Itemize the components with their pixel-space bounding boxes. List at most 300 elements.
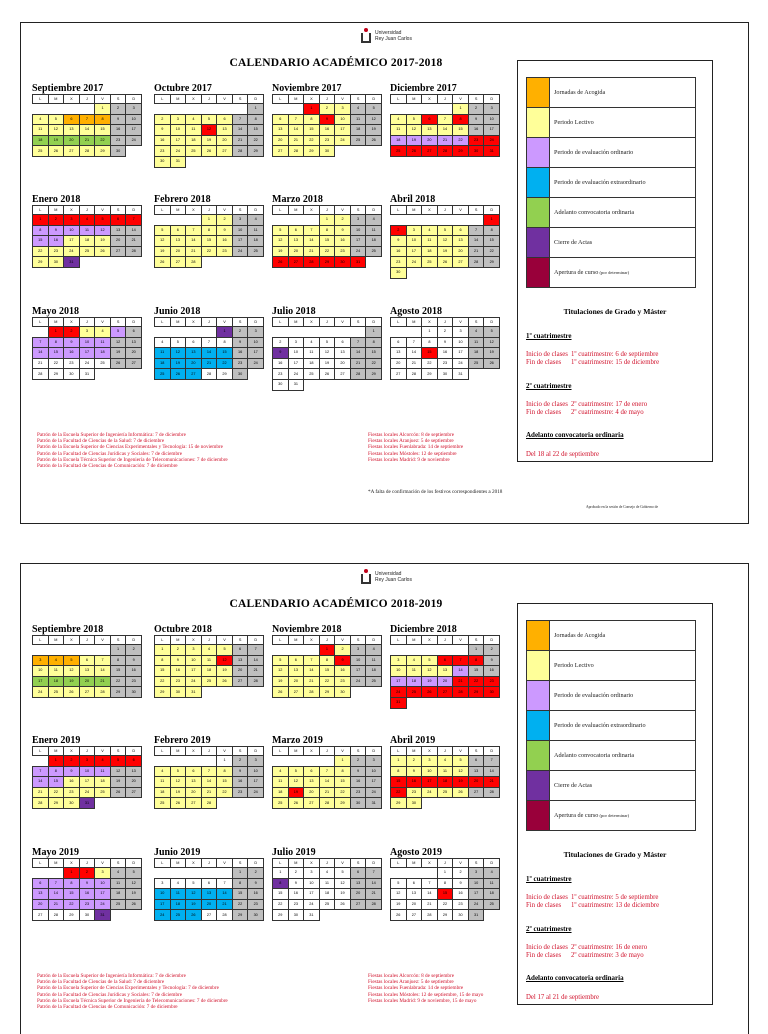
calendar-day: 9 <box>79 878 95 889</box>
weekday-header: S <box>232 95 248 104</box>
month-name: Mayo 2019 <box>32 847 79 858</box>
calendar-day: 14 <box>186 236 202 247</box>
legend-label: Jornadas de Acogida <box>550 621 696 651</box>
calendar-day: 9 <box>232 766 248 777</box>
calendar-day: 20 <box>232 666 248 677</box>
calendar-day: 6 <box>110 215 126 226</box>
empty-day <box>288 215 304 226</box>
calendar-day: 19 <box>110 348 126 359</box>
calendar-day: 7 <box>95 655 111 666</box>
calendar-day: 27 <box>64 146 80 157</box>
empty-day <box>48 104 64 115</box>
calendar-day: 27 <box>217 146 233 157</box>
calendar-day: 11 <box>391 125 407 136</box>
empty-day <box>304 215 320 226</box>
empty-day <box>110 257 126 268</box>
weekday-header: J <box>437 318 453 327</box>
empty-day <box>335 327 351 338</box>
empty-day <box>437 267 453 278</box>
calendar-day: 8 <box>422 337 438 348</box>
calendar-day: 19 <box>484 348 500 359</box>
weekday-header: V <box>453 95 469 104</box>
calendar-day: 23 <box>64 358 80 369</box>
sem2-dates <box>526 401 647 417</box>
calendar-day: 7 <box>232 114 248 125</box>
calendar-day: 30 <box>110 146 126 157</box>
empty-day <box>484 697 500 708</box>
weekday-header: D <box>484 636 500 645</box>
calendar-day: 25 <box>95 358 111 369</box>
calendar-day: 21 <box>201 358 217 369</box>
calendar-day: 2 <box>110 104 126 115</box>
calendar-day: 18 <box>95 348 111 359</box>
calendar-day: 2 <box>453 868 469 879</box>
calendar-day: 11 <box>366 655 382 666</box>
weekday-header: S <box>110 636 126 645</box>
legend-label: Apertura de curso (por determinar) <box>550 801 696 831</box>
calendar-day: 13 <box>437 666 453 677</box>
calendar-day: 18 <box>366 236 382 247</box>
calendar-day: 19 <box>406 135 422 146</box>
calendar-day: 8 <box>335 766 351 777</box>
month-calendar <box>154 735 264 809</box>
calendar-day: 5 <box>110 756 126 767</box>
calendar-day: 4 <box>95 756 111 767</box>
empty-day <box>155 104 171 115</box>
calendar-day: 22 <box>48 787 64 798</box>
calendar-day: 11 <box>366 225 382 236</box>
weekday-header: X <box>64 747 80 756</box>
calendar-day: 7 <box>468 225 484 236</box>
month-calendar <box>154 624 264 698</box>
calendar-day: 13 <box>64 125 80 136</box>
calendar-day: 30 <box>406 798 422 809</box>
calendar-day: 15 <box>319 666 335 677</box>
month-calendar <box>390 624 500 709</box>
calendar-day: 18 <box>79 236 95 247</box>
calendar-day: 13 <box>79 666 95 677</box>
calendar-day: 20 <box>186 787 202 798</box>
empty-day <box>468 215 484 226</box>
month-grid <box>154 858 264 921</box>
calendar-day: 22 <box>110 676 126 687</box>
weekday-header: X <box>186 318 202 327</box>
weekday-header: J <box>201 859 217 868</box>
calendar-day: 16 <box>453 889 469 900</box>
calendar-day: 26 <box>186 910 202 921</box>
weekday-header: S <box>468 206 484 215</box>
month-calendar <box>32 306 142 380</box>
empty-day <box>288 327 304 338</box>
weekday-header: V <box>217 747 233 756</box>
calendar-day: 4 <box>170 878 186 889</box>
empty-day <box>350 910 366 921</box>
legend-swatch <box>527 651 550 681</box>
weekday-header: D <box>366 206 382 215</box>
calendar-day: 28 <box>217 910 233 921</box>
calendar-day: 5 <box>366 104 382 115</box>
calendar-day: 20 <box>79 676 95 687</box>
calendar-day: 8 <box>217 337 233 348</box>
calendar-day: 22 <box>335 787 351 798</box>
legend-label-note: (por determinar) <box>598 270 630 275</box>
month-grid <box>390 94 500 157</box>
month-name: Abril 2018 <box>390 194 436 205</box>
weekday-header: D <box>248 747 264 756</box>
empty-day <box>126 257 142 268</box>
calendar-day: 21 <box>95 676 111 687</box>
weekday-header: D <box>366 95 382 104</box>
calendar-day: 4 <box>391 114 407 125</box>
calendar-day: 18 <box>319 889 335 900</box>
calendar-day: 26 <box>170 369 186 380</box>
calendar-day: 20 <box>304 787 320 798</box>
sem2-start-text: 2º cuatrimestre: 16 de enero <box>571 944 648 951</box>
calendar-day: 4 <box>484 868 500 879</box>
weekday-header: L <box>155 206 171 215</box>
month-name: Noviembre 2018 <box>272 624 342 635</box>
calendar-day: 16 <box>110 125 126 136</box>
calendar-day: 13 <box>186 777 202 788</box>
weekday-header: S <box>232 747 248 756</box>
weekday-header: X <box>422 206 438 215</box>
calendar-day: 19 <box>366 125 382 136</box>
calendar-day: 14 <box>422 889 438 900</box>
calendar-day: 12 <box>217 655 233 666</box>
calendar-sheet-2018-2019 <box>20 563 749 1034</box>
calendar-day: 20 <box>350 889 366 900</box>
calendar-day: 22 <box>155 676 171 687</box>
empty-day <box>273 756 289 767</box>
calendar-day: 24 <box>350 246 366 257</box>
calendar-day: 21 <box>422 899 438 910</box>
calendar-day: 3 <box>406 225 422 236</box>
calendar-day: 9 <box>335 225 351 236</box>
weekday-header: L <box>33 318 49 327</box>
calendar-day: 23 <box>155 146 171 157</box>
calendar-day: 9 <box>232 337 248 348</box>
weekday-header: J <box>437 859 453 868</box>
calendar-day: 25 <box>406 687 422 698</box>
calendar-day: 18 <box>248 236 264 247</box>
calendar-day: 5 <box>273 655 289 666</box>
legend-label: Periodo de evaluación ordinario <box>550 681 696 711</box>
month-calendar <box>272 624 382 698</box>
calendar-day: 9 <box>319 114 335 125</box>
calendar-day: 14 <box>288 125 304 136</box>
calendar-day: 12 <box>437 236 453 247</box>
calendar-day: 18 <box>391 135 407 146</box>
calendar-day: 16 <box>48 236 64 247</box>
empty-day <box>273 215 289 226</box>
calendar-day: 30 <box>170 687 186 698</box>
calendar-day: 1 <box>64 868 80 879</box>
calendar-day: 5 <box>48 114 64 125</box>
legend-label: Jornadas de Acogida <box>550 78 696 108</box>
empty-day <box>350 687 366 698</box>
calendar-day: 26 <box>273 687 289 698</box>
empty-day <box>155 756 171 767</box>
calendar-day: 24 <box>248 787 264 798</box>
calendar-day: 28 <box>48 910 64 921</box>
weekday-header: V <box>335 747 351 756</box>
calendar-day: 26 <box>126 899 142 910</box>
empty-day <box>95 369 111 380</box>
legend-row <box>527 651 696 681</box>
calendar-day: 30 <box>273 379 289 390</box>
calendar-day: 7 <box>217 878 233 889</box>
calendar-day: 11 <box>468 337 484 348</box>
weekday-header: J <box>79 636 95 645</box>
calendar-day: 21 <box>33 787 49 798</box>
empty-day <box>437 697 453 708</box>
calendar-day: 31 <box>391 697 407 708</box>
legend-label: Periodo de evaluación extraordinario <box>550 711 696 741</box>
empty-day <box>288 104 304 115</box>
calendar-day: 23 <box>126 676 142 687</box>
calendar-day: 22 <box>304 135 320 146</box>
calendar-day: 25 <box>170 910 186 921</box>
empty-day <box>186 868 202 879</box>
weekday-header: V <box>335 206 351 215</box>
legend-row <box>527 138 696 168</box>
sem2-end-text: 2º cuatrimestre: 4 de mayo <box>571 409 644 416</box>
calendar-day: 2 <box>335 215 351 226</box>
calendar-day: 27 <box>186 798 202 809</box>
approval-note: Aprobado en la sesión de Consejo de Gobierno de <box>586 505 659 509</box>
empty-day <box>391 645 407 656</box>
empty-day <box>319 379 335 390</box>
calendar-day: 29 <box>422 369 438 380</box>
calendar-day: 28 <box>406 369 422 380</box>
month-name: Agosto 2019 <box>390 847 442 858</box>
weekday-header: J <box>319 95 335 104</box>
calendar-day: 15 <box>248 125 264 136</box>
calendar-day: 14 <box>232 125 248 136</box>
weekday-header: J <box>79 318 95 327</box>
calendar-day: 9 <box>110 114 126 125</box>
month-grid <box>32 317 142 380</box>
calendar-day: 14 <box>350 348 366 359</box>
calendar-day: 29 <box>366 369 382 380</box>
weekday-header: S <box>110 318 126 327</box>
calendar-day: 10 <box>335 114 351 125</box>
legend-label: Periodo Lectivo <box>550 651 696 681</box>
calendar-day: 1 <box>110 645 126 656</box>
calendar-day: 10 <box>422 766 438 777</box>
calendar-day: 20 <box>110 236 126 247</box>
calendar-day: 14 <box>248 655 264 666</box>
calendar-day: 29 <box>110 687 126 698</box>
calendar-day: 16 <box>288 889 304 900</box>
empty-day <box>126 146 142 157</box>
empty-day <box>406 868 422 879</box>
calendar-day: 15 <box>48 348 64 359</box>
calendar-day: 31 <box>64 257 80 268</box>
legend-row <box>527 198 696 228</box>
empty-day <box>335 910 351 921</box>
month-grid <box>154 205 264 268</box>
calendar-day: 30 <box>64 798 80 809</box>
logo-line-1: Universidad <box>375 29 402 36</box>
calendar-day: 18 <box>468 348 484 359</box>
empty-day <box>366 379 382 390</box>
calendar-day: 6 <box>170 225 186 236</box>
calendar-day: 25 <box>319 899 335 910</box>
calendar-day: 14 <box>319 777 335 788</box>
calendar-day: 26 <box>319 369 335 380</box>
calendar-day: 24 <box>288 369 304 380</box>
calendar-day: 10 <box>155 889 171 900</box>
calendar-day: 19 <box>186 899 202 910</box>
calendar-day: 19 <box>170 787 186 798</box>
calendar-day: 1 <box>468 645 484 656</box>
calendar-day: 19 <box>201 135 217 146</box>
empty-day <box>437 104 453 115</box>
calendar-day: 24 <box>406 257 422 268</box>
calendar-day: 23 <box>335 246 351 257</box>
calendar-day: 23 <box>468 135 484 146</box>
calendar-day: 10 <box>79 766 95 777</box>
calendar-day: 8 <box>468 655 484 666</box>
weekday-header: L <box>273 747 289 756</box>
calendar-day: 24 <box>64 246 80 257</box>
calendar-day: 31 <box>79 369 95 380</box>
month-name: Enero 2018 <box>32 194 81 205</box>
calendar-day: 15 <box>366 348 382 359</box>
empty-day <box>335 146 351 157</box>
weekday-header: V <box>453 636 469 645</box>
sem1-end-label: Fin de clases <box>526 359 562 366</box>
weekday-header: X <box>422 318 438 327</box>
calendar-day: 3 <box>33 655 49 666</box>
legend-row <box>527 711 696 741</box>
calendar-day: 13 <box>422 125 438 136</box>
calendar-day: 9 <box>64 766 80 777</box>
empty-day <box>468 369 484 380</box>
weekday-header: V <box>217 206 233 215</box>
calendar-day: 8 <box>155 655 171 666</box>
calendar-day: 11 <box>186 125 202 136</box>
calendar-day: 6 <box>437 655 453 666</box>
calendar-day: 28 <box>248 676 264 687</box>
weekday-header: L <box>391 636 407 645</box>
calendar-day: 21 <box>484 777 500 788</box>
empty-day <box>217 104 233 115</box>
calendar-day: 28 <box>95 687 111 698</box>
calendar-day: 14 <box>406 348 422 359</box>
calendar-day: 11 <box>273 777 289 788</box>
empty-day <box>437 215 453 226</box>
calendar-day: 16 <box>484 666 500 677</box>
weekday-header: J <box>201 747 217 756</box>
weekday-header: V <box>453 318 469 327</box>
calendar-day: 7 <box>304 225 320 236</box>
calendar-day: 3 <box>95 868 111 879</box>
calendar-day: 25 <box>155 798 171 809</box>
weekday-header: D <box>366 318 382 327</box>
calendar-day: 3 <box>126 104 142 115</box>
empty-day <box>391 104 407 115</box>
calendar-day: 14 <box>468 236 484 247</box>
month-grid <box>390 635 500 709</box>
empty-day <box>350 146 366 157</box>
calendar-day: 10 <box>288 348 304 359</box>
calendar-day: 31 <box>304 910 320 921</box>
legend-row <box>527 258 696 288</box>
calendar-day: 29 <box>248 146 264 157</box>
empty-day <box>406 104 422 115</box>
legend-row <box>527 621 696 651</box>
calendar-day: 22 <box>468 676 484 687</box>
calendar-day: 20 <box>468 777 484 788</box>
calendar-day: 8 <box>48 337 64 348</box>
calendar-day: 25 <box>366 676 382 687</box>
empty-day <box>273 645 289 656</box>
calendar-day: 9 <box>126 655 142 666</box>
empty-day <box>170 868 186 879</box>
empty-day <box>155 215 171 226</box>
month-calendar <box>32 735 142 809</box>
calendar-day: 8 <box>273 878 289 889</box>
weekday-header: S <box>468 747 484 756</box>
calendar-day: 31 <box>484 146 500 157</box>
calendar-day: 27 <box>170 257 186 268</box>
calendar-day: 15 <box>304 125 320 136</box>
month-calendar <box>32 194 142 268</box>
calendar-day: 27 <box>391 369 407 380</box>
weekday-header: V <box>453 206 469 215</box>
calendar-day: 1 <box>484 215 500 226</box>
logo-line-2: Rey Juan Carlos <box>375 35 412 42</box>
note-line: Patrón de la Facultad de Ciencias de la Salud: 7 de diciembre <box>37 979 165 986</box>
calendar-day: 6 <box>350 868 366 879</box>
calendar-day: 2 <box>335 645 351 656</box>
calendar-day: 20 <box>64 135 80 146</box>
calendar-day: 21 <box>319 787 335 798</box>
empty-day <box>304 756 320 767</box>
empty-day <box>217 687 233 698</box>
sem1-dates <box>526 351 659 367</box>
calendar-day: 8 <box>484 225 500 236</box>
calendar-day: 24 <box>304 899 320 910</box>
weekday-header: M <box>406 95 422 104</box>
calendar-day: 12 <box>186 889 202 900</box>
legend-label-note: (por determinar) <box>598 813 630 818</box>
month-grid <box>272 317 382 391</box>
calendar-day: 28 <box>319 798 335 809</box>
weekday-header: J <box>319 206 335 215</box>
calendar-day: 1 <box>33 215 49 226</box>
legend-table <box>526 77 696 288</box>
calendar-day: 30 <box>484 687 500 698</box>
calendar-day: 28 <box>33 369 49 380</box>
note-line: Patrón de la Escuela Técnica Superior de Ingeniería de Telecomunicaciones: 7 de diciembre <box>37 997 228 1004</box>
calendar-day: 20 <box>126 348 142 359</box>
month-calendar <box>154 306 264 380</box>
empty-day <box>95 798 111 809</box>
calendar-day: 6 <box>288 655 304 666</box>
month-calendar <box>154 194 264 268</box>
calendar-day: 24 <box>468 899 484 910</box>
calendar-day: 27 <box>79 687 95 698</box>
empty-day <box>201 756 217 767</box>
patron-notes <box>37 973 228 1010</box>
calendar-day: 1 <box>48 327 64 338</box>
weekday-header: X <box>304 636 320 645</box>
calendar-day: 23 <box>335 676 351 687</box>
calendar-day: 1 <box>248 104 264 115</box>
